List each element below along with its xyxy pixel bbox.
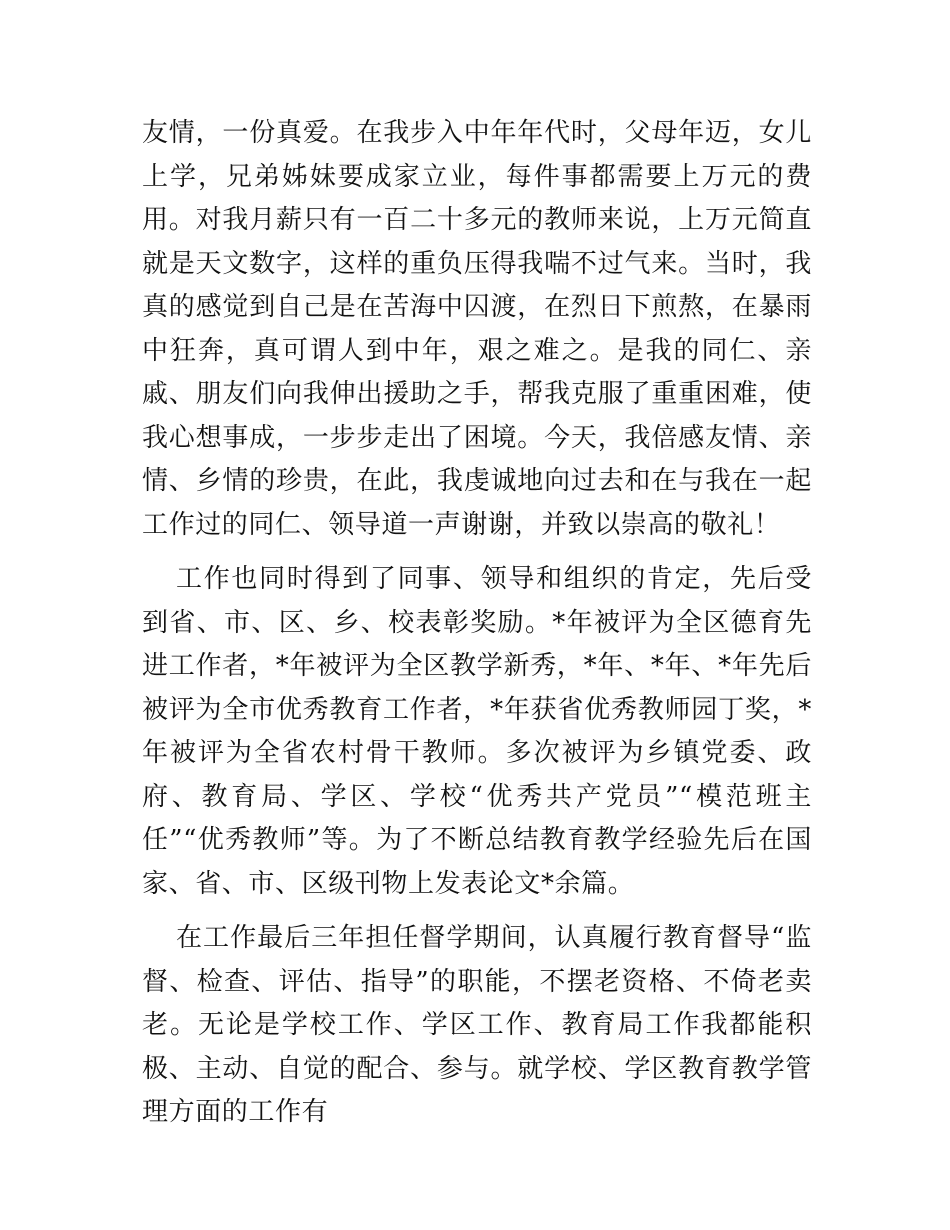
paragraph-continuation: 友情，一份真爱。在我步入中年年代时，父母年迈，女儿上学，兄弟姊妹要成家立业，每件事都需要上万元的费用。对我月薪只有一百二十多元的教师来说，上万元简直就是天文数字，这样的重负压得我喘不过气来。当时，我真的感觉到自己是在苦海中囚渡，在烈日下煎熬，在暴雨中狂奔，真可谓人到中年，艰之难之。是我的同仁、亲戚、朋友们向我伸出援助之手，帮我克服了重重困难，使我心想事成，一步步走出了困境。今天，我倍感友情、亲情、乡情的珍贵，在此，我虔诚地向过去和在与我在一起工作过的同仁、领导道一声谢谢，并致以崇高的敬礼！ [142,118,812,540]
paragraph-supervision: 在工作最后三年担任督学期间，认真履行教育督导“监督、检查、评估、指导”的职能，不摆老资格、不倚老卖老。无论是学校工作、学区工作、教育局工作我都能积极、主动、自觉的配合、参与。就学校、学区教育教学管理方面的工作有 [142,923,812,1127]
document-body [142,112,812,1135]
paragraph-achievements: 工作也同时得到了同事、领导和组织的肯定，先后受到省、市、区、乡、校表彰奖励。*年被评为全区德育先进工作者，*年被评为全区教学新秀，*年、*年、*年先后被评为全市优秀教育工作者，*年获省优秀教师园丁奖，*年被评为全省农村骨干教师。多次被评为乡镇党委、政府、教育局、学区、学校“优秀共产党员”“模范班主任”“优秀教师”等。为了不断总结教育教学经验先后在国家、省、市、区级刊物上发表论文*余篇。 [142,564,812,899]
